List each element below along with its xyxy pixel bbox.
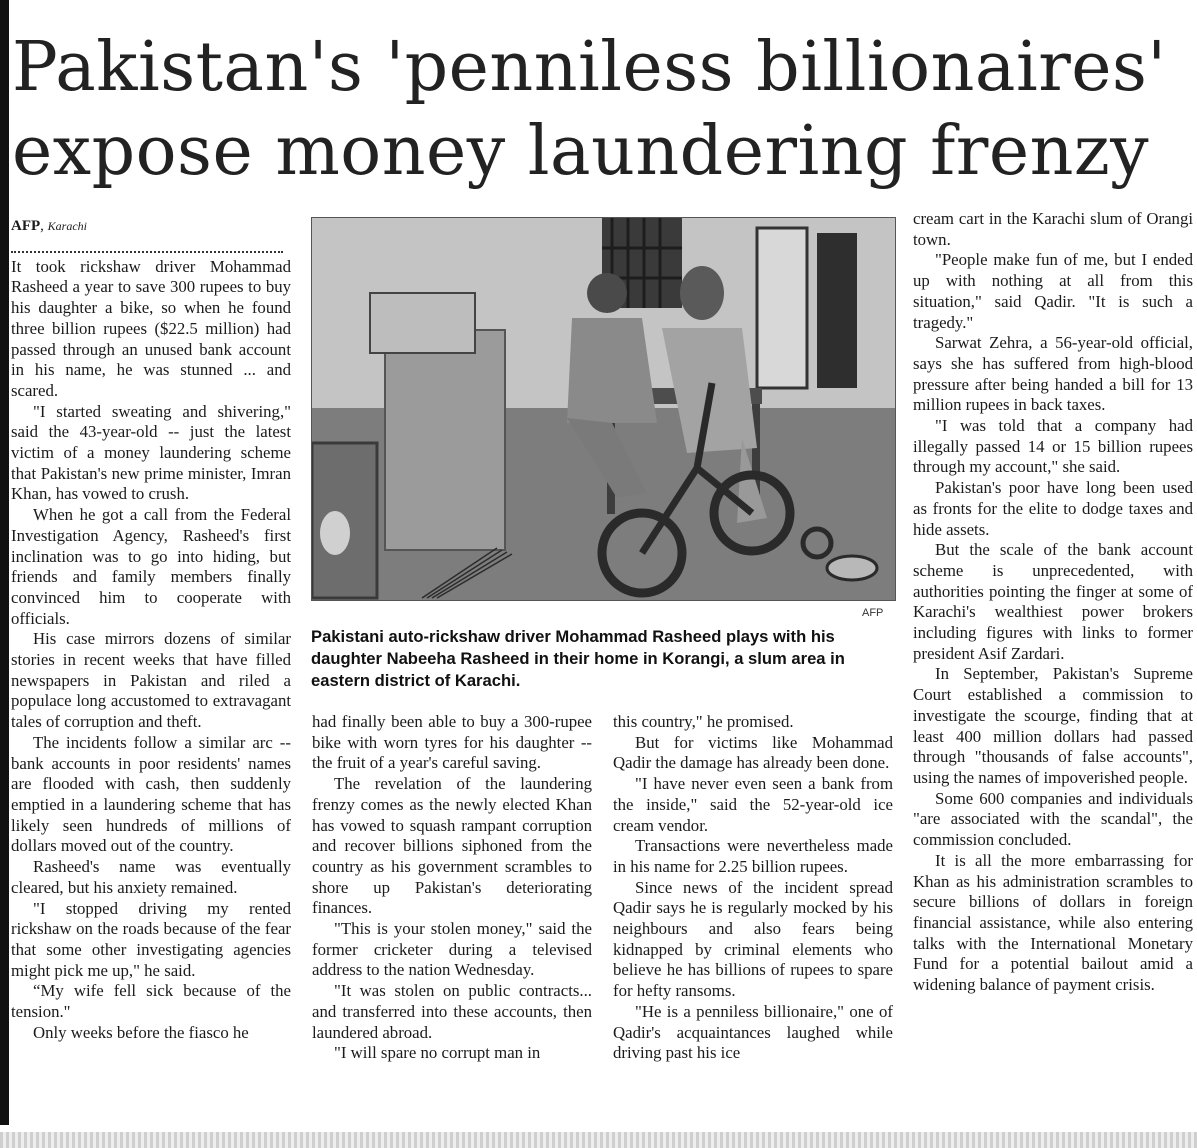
paragraph: "I was told that a company had illegally passed 14 or 15 billion rupees through my account," she said.: [913, 416, 1193, 477]
headline: [12, 26, 1192, 194]
paragraph: "I have never even seen a bank from the inside," said the 52-year-old ice cream vendor.: [613, 774, 893, 835]
paragraph: His case mirrors dozens of similar stories in recent weeks that have filled newspapers in Pakistan and riled a populace long accustomed to extravagant tales of corruption and theft.: [11, 629, 291, 732]
paragraph: "It was stolen on public contracts... and transferred into these accounts, then laundered abroad.: [312, 981, 592, 1042]
headline-line-2: expose money laundering frenzy: [12, 112, 1150, 191]
paragraph: cream cart in the Karachi slum of Orangi town.: [913, 209, 1193, 249]
photo-caption: Pakistani auto-rickshaw driver Mohammad Rasheed plays with his daughter Nabeeha Rasheed in their home in Korangi, a slum area in eastern district of Karachi.: [311, 627, 845, 690]
paragraph: this country," he promised.: [613, 712, 794, 731]
paragraph: Since news of the incident spread Qadir says he is regularly mocked by his neighbours and also fears being kidnapped by criminal elements who believe he has billions of rupees to spare for hefty ransoms.: [613, 877, 893, 1001]
paragraph: "People make fun of me, but I ended up with nothing at all from this situation," said Qadir. "It is such a tragedy.": [913, 250, 1193, 332]
paragraph: In September, Pakistan's Supreme Court established a commission to investigate the scourge, finding that at least 400 million dollars had passed through "thousands of false accounts", using the names of impoverished people.: [913, 664, 1193, 787]
news-photo: [311, 217, 896, 601]
paragraph: Rasheed's name was eventually cleared, but his anxiety remained.: [11, 857, 291, 897]
article-column-3: [613, 712, 893, 1064]
paragraph: The incidents follow a similar arc -- bank accounts in poor residents' names are flooded with cash, then suddenly emptied in a laundering scheme that has likely seen hundreds of millions of dollars moved out of the country.: [11, 732, 291, 856]
paragraph: "I started sweating and shivering," said the 43-year-old -- just the latest victim of a money laundering scheme that Pakistan's new prime minister, Imran Khan, has vowed to crush.: [11, 401, 291, 504]
paragraph: had finally been able to buy a 300-rupee bike with worn tyres for his daughter -- the fruit of a year's careful saving.: [312, 712, 592, 773]
paragraph: It is all the more embarrassing for Khan as his administration scrambles to secure billions of dollars in foreign financial assistance, while also entering talks with the International Monetary Fund for a potential bailout amid a widening balance of payment crisis.: [913, 850, 1193, 995]
byline-divider: [11, 239, 283, 253]
paragraph: When he got a call from the Federal Investigation Agency, Rasheed's first inclination was to go into hiding, but friends and family members finally convinced him to cooperate with officials.: [11, 505, 291, 628]
paragraph: But for victims like Mohammad Qadir the damage has already been done.: [613, 732, 893, 773]
article-column-2: [312, 712, 592, 1064]
paragraph: "This is your stolen money," said the former cricketer during a televised address to the nation Wednesday.: [312, 919, 592, 980]
byline-agency: AFP: [11, 218, 41, 234]
headline-line-1: Pakistan's 'penniless billionaires': [12, 28, 1167, 107]
paragraph: “My wife fell sick because of the tension.": [11, 981, 291, 1022]
page-bottom-edge: [0, 1132, 1197, 1148]
article-column-4: [913, 209, 1193, 996]
paragraph: "He is a penniless billionaire," one of Qadir's acquaintances laughed while driving past his ice: [613, 1001, 893, 1063]
paragraph: Some 600 companies and individuals "are associated with the scandal", the commission concluded.: [913, 788, 1193, 850]
paragraph: But the scale of the bank account scheme is unprecedented, with authorities pointing the finger at some of Karachi's wealthiest power brokers including figures with links to former president Asif Zardari.: [913, 540, 1193, 663]
byline-location: Karachi: [47, 219, 88, 233]
paragraph: "I will spare no corrupt man in: [334, 1043, 541, 1063]
article-column-1: [11, 216, 291, 1043]
photo-credit: AFP: [862, 607, 884, 619]
page-edge-rule: [0, 0, 9, 1125]
paragraph: "I stopped driving my rented rickshaw on the roads because of the fear that some other investigating agencies might pick me up," he said.: [11, 898, 291, 980]
byline: AFP, Karachi: [11, 218, 88, 234]
paragraph: Transactions were nevertheless made in his name for 2.25 billion rupees.: [613, 836, 893, 876]
paragraph: Sarwat Zehra, a 56-year-old official, says she has suffered from high-blood pressure after being handed a bill for 13 million rupees in back taxes.: [913, 333, 1193, 415]
paragraph: Pakistan's poor have long been used as fronts for the elite to dodge taxes and hide assets.: [913, 478, 1193, 539]
photo-illustration: [312, 218, 895, 600]
paragraph: Only weeks before the fiasco he: [33, 1022, 249, 1042]
paragraph: The revelation of the laundering frenzy comes as the newly elected Khan has vowed to squash rampant corruption and recover billions siphoned from the country as his government scrambles to shore up Pakistan's deteriorating finances.: [312, 774, 592, 918]
paragraph: It took rickshaw driver Mohammad Rasheed a year to save 300 rupees to buy his daughter a bike, so when he found three billion rupees ($22.5 million) had passed through an unused bank account in his name, he was stunned ... and scared.: [11, 256, 291, 400]
